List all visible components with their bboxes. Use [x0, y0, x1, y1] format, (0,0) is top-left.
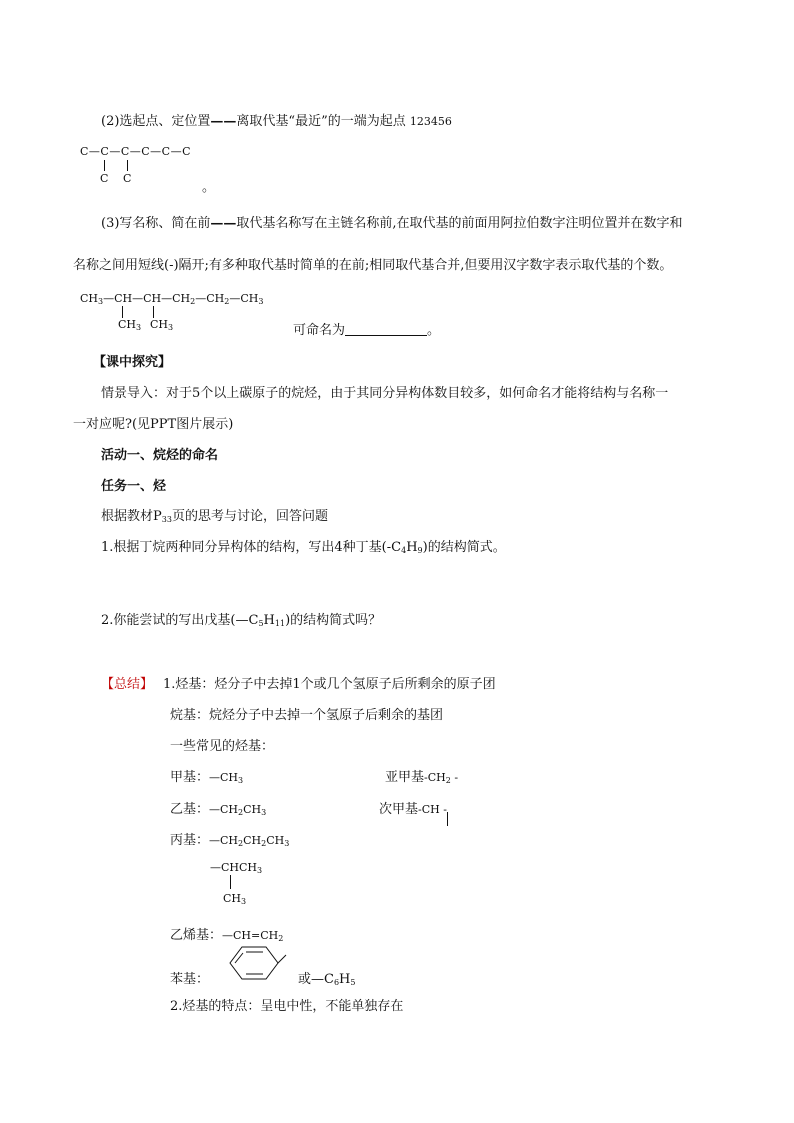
activity-title: 活动一、烷烃的命名: [101, 448, 219, 463]
carbon-chain-main: C—C—C—C—C—C: [80, 145, 191, 158]
explore-intro-2: 一对应呢?(见PPT图片展示): [73, 417, 234, 432]
position-numbers: 123456: [409, 115, 452, 128]
chain2-branch-2: $CH_3$: [150, 318, 174, 332]
methine-row: 次甲基-CH -: [379, 802, 447, 817]
section-2-line: [101, 110, 452, 129]
section-3-title: (3)写名称、简在前: [101, 216, 211, 231]
chain2-bond-1: [122, 306, 123, 318]
section-3-line-2: 名称之间用短线(-)隔开;有多种取代基时简单的在前;相同取代基合并,但要用汉字数字表示取代基的个数。: [73, 258, 673, 273]
chain2-bond-2: [153, 306, 154, 318]
section-3-dash: ——: [210, 216, 237, 231]
explore-intro-1: 情景导入：对于5个以上碳原子的烷烃，由于其同分异构体数目较多，如何命名才能将结构与名称一: [101, 386, 669, 401]
answer-blank[interactable]: [345, 323, 427, 336]
propyl-row: 丙基：$—CH_2CH_2CH_3$: [170, 833, 290, 848]
section-3-body-1: 取代基名称写在主链名称前,在取代基的前面用阿拉伯数字注明位置并在数字和: [236, 216, 683, 231]
summary-point-alkyl: 烷基：烷烃分子中去掉一个氢原子后剩余的基团: [170, 708, 444, 723]
chain1-bond-2: [127, 160, 128, 171]
chain2-branch-1: $CH_3$: [118, 318, 142, 332]
methyl-row: 甲基：$—CH_3$: [170, 770, 244, 785]
explore-heading: 【课中探究】: [93, 355, 172, 370]
section-2-dash: ——: [210, 114, 237, 129]
chain2-question: 可命名为 。: [293, 323, 441, 338]
phenyl-label: 苯基：: [170, 972, 210, 987]
summary-point-2: 2.烃基的特点：呈电中性，不能单独存在: [170, 999, 404, 1014]
isopropyl-row: $—CHCH_3$: [210, 861, 263, 875]
methylene-row: 亚甲基$-CH_2$ -: [385, 770, 459, 785]
chain1-branch-2: C: [123, 172, 132, 185]
question-1: 1.根据丁烷两种同分异构体的结构，写出4种丁基$(-C_4H_9)$的结构简式。: [101, 540, 506, 555]
task-title: 任务一、烃: [101, 479, 167, 494]
chain1-branch-1: C: [100, 172, 109, 185]
summary-common-groups: 一些常见的烃基：: [170, 739, 275, 754]
ethyl-row: 乙基：$—CH_2CH_3$: [170, 802, 267, 817]
read-instruction: 根据教材$P_{33}$页的思考与讨论，回答问题: [101, 509, 328, 524]
section-2-title: (2)选起点、定位置: [101, 114, 211, 129]
chain1-period: 。: [202, 180, 216, 195]
chain1-bond-1: [104, 160, 105, 171]
isopropyl-branch: $CH_3$: [223, 892, 247, 906]
phenyl-formula: 或$—C_6H_5$: [298, 972, 356, 987]
benzene-ring-icon: [228, 945, 288, 981]
question-2: 2.你能尝试的写出戊基$(—C_5H_{11})$的结构简式吗？: [101, 613, 382, 628]
section-3-line-1: [101, 212, 683, 231]
methine-bond: [447, 812, 448, 826]
chain2-main: $CH_3—CH—CH—CH_2—CH_2—CH_3$: [80, 292, 264, 306]
summary-point-1: 1.烃基：烃分子中去掉1个或几个氢原子后所剩余的原子团: [163, 677, 496, 692]
section-2-body: 离取代基“最近”的一端为起点: [236, 114, 406, 129]
vinyl-row: 乙烯基：$—CH=CH_2$: [170, 928, 284, 943]
isopropyl-bond: [230, 875, 231, 889]
summary-tag: 【总结】: [101, 677, 154, 692]
